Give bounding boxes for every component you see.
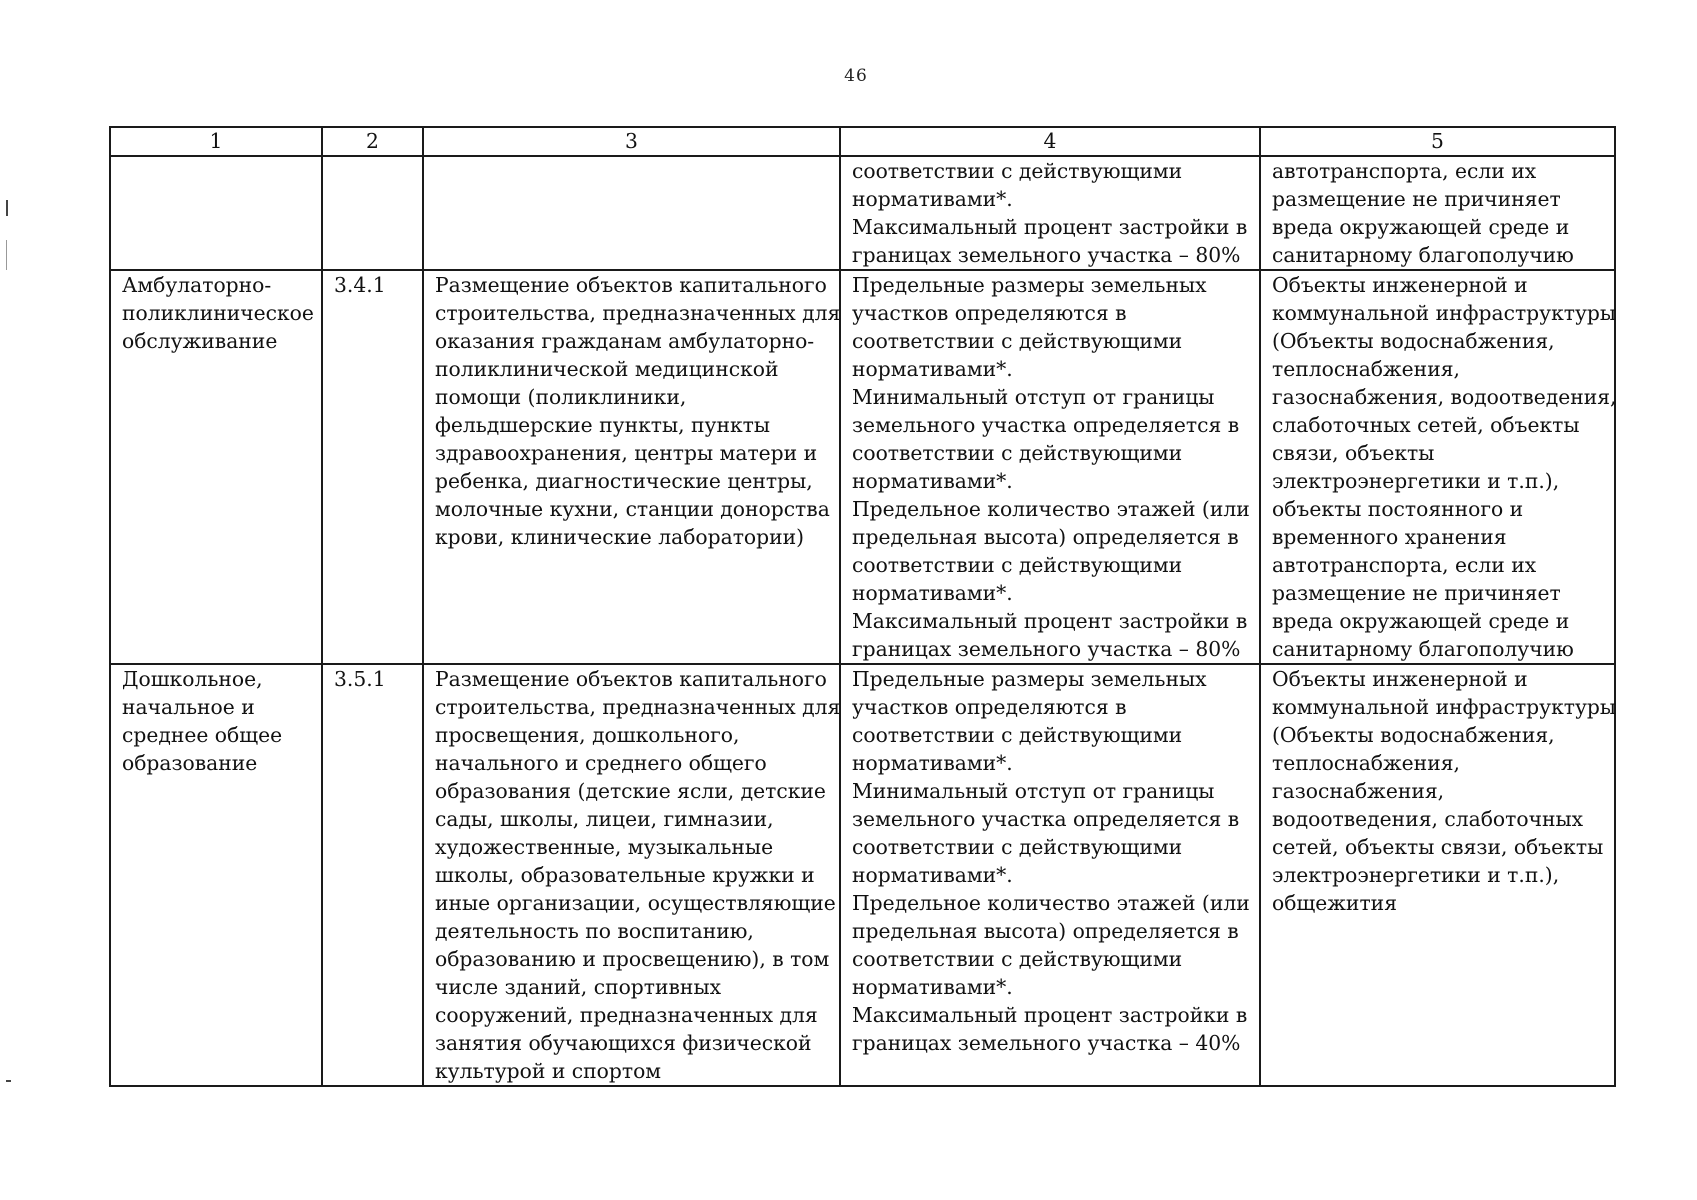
text-line: соответствии с действующими xyxy=(852,159,1183,183)
text-line: границах земельного участка – 40% xyxy=(852,1031,1241,1055)
auxiliary-uses-cell xyxy=(1260,156,1615,270)
text-line: Максимальный процент застройки в xyxy=(852,215,1248,239)
text-line: Объекты инженерной и xyxy=(1272,667,1528,691)
text-line: нормативами*. xyxy=(852,581,1013,605)
text-line: водоотведения, слаботочных xyxy=(1272,807,1584,831)
text-line: соответствии с действующими xyxy=(852,441,1183,465)
text-line: нормативами*. xyxy=(852,751,1013,775)
text-line: 3.4.1 xyxy=(334,273,386,297)
column-header: 3 xyxy=(423,127,840,156)
text-line: занятия обучающихся физической xyxy=(435,1031,812,1055)
text-line: нормативами*. xyxy=(852,187,1013,211)
table-row-continuation xyxy=(110,156,1615,270)
text-line: границах земельного участка – 80% xyxy=(852,243,1241,267)
text-line: культурой и спортом xyxy=(435,1059,662,1083)
text-line: нормативами*. xyxy=(852,469,1013,493)
text-line: среднее общее xyxy=(122,723,283,747)
text-line: Минимальный отступ от границы xyxy=(852,385,1215,409)
text-line: начального и среднего общего xyxy=(435,751,767,775)
scan-margin-mark xyxy=(6,200,8,216)
text-line: нормативами*. xyxy=(852,863,1013,887)
text-line: границах земельного участка – 80% xyxy=(852,637,1241,661)
text-line: санитарному благополучию xyxy=(1272,637,1574,661)
text-line: предельная высота) определяется в xyxy=(852,919,1239,943)
text-line: сетей, объекты связи, объекты xyxy=(1272,835,1604,859)
text-line: помощи (поликлиники, xyxy=(435,385,687,409)
table-row-ambulatory-care xyxy=(110,270,1615,664)
text-line: строительства, предназначенных для xyxy=(435,695,841,719)
parameters-cell xyxy=(840,270,1260,664)
use-description-cell xyxy=(423,664,840,1086)
scan-margin-mark xyxy=(6,240,7,270)
text-line: вреда окружающей среде и xyxy=(1272,609,1570,633)
text-line: Дошкольное, xyxy=(122,667,263,691)
text-line: предельная высота) определяется в xyxy=(852,525,1239,549)
text-line: ребенка, диагностические центры, xyxy=(435,469,813,493)
text-line: обслуживание xyxy=(122,329,278,353)
text-line: поликлинической медицинской xyxy=(435,357,779,381)
text-line: Объекты инженерной и xyxy=(1272,273,1528,297)
column-header: 4 xyxy=(840,127,1260,156)
text-line: иные организации, осуществляющие xyxy=(435,891,836,915)
text-line: молочные кухни, станции донорства xyxy=(435,497,830,521)
text-line: поликлиническое xyxy=(122,301,314,325)
text-line: электроэнергетики и т.п.), xyxy=(1272,469,1560,493)
text-line: нормативами*. xyxy=(852,975,1013,999)
text-line: Предельное количество этажей (или xyxy=(852,497,1250,521)
text-line: Максимальный процент застройки в xyxy=(852,1003,1248,1027)
use-code-cell xyxy=(322,156,423,270)
text-line: вреда окружающей среде и xyxy=(1272,215,1570,239)
text-line: связи, объекты xyxy=(1272,441,1435,465)
text-line: общежития xyxy=(1272,891,1397,915)
land-use-type-cell xyxy=(110,664,322,1086)
text-line: теплоснабжения, xyxy=(1272,751,1460,775)
text-line: участков определяются в xyxy=(852,301,1127,325)
text-line: оказания гражданам амбулаторно- xyxy=(435,329,815,353)
text-line: Предельные размеры земельных xyxy=(852,667,1207,691)
text-line: Предельное количество этажей (или xyxy=(852,891,1250,915)
text-line: 3.5.1 xyxy=(334,667,386,691)
text-line: соответствии с действующими xyxy=(852,835,1183,859)
text-line: школы, образовательные кружки и xyxy=(435,863,815,887)
use-description-cell xyxy=(423,156,840,270)
text-line: образования (детские ясли, детские xyxy=(435,779,826,803)
text-line: коммунальной инфраструктуры xyxy=(1272,695,1617,719)
text-line: (Объекты водоснабжения, xyxy=(1272,329,1555,353)
auxiliary-uses-cell xyxy=(1260,270,1615,664)
text-line: объекты постоянного и xyxy=(1272,497,1524,521)
text-line: сады, школы, лицеи, гимназии, xyxy=(435,807,774,831)
text-line: электроэнергетики и т.п.), xyxy=(1272,863,1560,887)
text-line: размещение не причиняет xyxy=(1272,581,1561,605)
text-line: слаботочных сетей, объекты xyxy=(1272,413,1580,437)
text-line: крови, клинические лаборатории) xyxy=(435,525,805,549)
column-header: 2 xyxy=(322,127,423,156)
text-line: нормативами*. xyxy=(852,357,1013,381)
use-code-cell xyxy=(322,270,423,664)
table-row-school-education xyxy=(110,664,1615,1086)
text-line: (Объекты водоснабжения, xyxy=(1272,723,1555,747)
text-line: соответствии с действующими xyxy=(852,329,1183,353)
text-line: строительства, предназначенных для xyxy=(435,301,841,325)
text-line: соответствии с действующими xyxy=(852,553,1183,577)
text-line: Размещение объектов капитального xyxy=(435,667,827,691)
text-line: коммунальной инфраструктуры xyxy=(1272,301,1617,325)
text-line: Предельные размеры земельных xyxy=(852,273,1207,297)
text-line: деятельность по воспитанию, xyxy=(435,919,754,943)
text-line: автотранспорта, если их xyxy=(1272,553,1537,577)
auxiliary-uses-cell xyxy=(1260,664,1615,1086)
column-header: 1 xyxy=(110,127,322,156)
text-line: образованию и просвещению), в том xyxy=(435,947,830,971)
parameters-cell xyxy=(840,156,1260,270)
use-code-cell xyxy=(322,664,423,1086)
text-line: автотранспорта, если их xyxy=(1272,159,1537,183)
text-line: размещение не причиняет xyxy=(1272,187,1561,211)
zoning-regulations-table xyxy=(109,126,1616,1087)
text-line: соответствии с действующими xyxy=(852,723,1183,747)
scan-margin-mark xyxy=(6,1080,11,1082)
text-line: участков определяются в xyxy=(852,695,1127,719)
text-line: просвещения, дошкольного, xyxy=(435,723,740,747)
column-header: 5 xyxy=(1260,127,1615,156)
text-line: земельного участка определяется в xyxy=(852,413,1240,437)
use-description-cell xyxy=(423,270,840,664)
text-line: образование xyxy=(122,751,258,775)
text-line: газоснабжения, водоотведения, xyxy=(1272,385,1617,409)
text-line: теплоснабжения, xyxy=(1272,357,1460,381)
parameters-cell xyxy=(840,664,1260,1086)
page-number: 46 xyxy=(844,66,868,86)
text-line: Амбулаторно- xyxy=(122,273,272,297)
text-line: Максимальный процент застройки в xyxy=(852,609,1248,633)
text-line: фельдшерские пункты, пункты xyxy=(435,413,771,437)
text-line: санитарному благополучию xyxy=(1272,243,1574,267)
table-header-row xyxy=(110,127,1615,156)
text-line: художественные, музыкальные xyxy=(435,835,774,859)
text-line: Минимальный отступ от границы xyxy=(852,779,1215,803)
text-line: здравоохранения, центры матери и xyxy=(435,441,818,465)
text-line: сооружений, предназначенных для xyxy=(435,1003,818,1027)
text-line: соответствии с действующими xyxy=(852,947,1183,971)
land-use-type-cell xyxy=(110,156,322,270)
text-line: начальное и xyxy=(122,695,255,719)
text-line: Размещение объектов капитального xyxy=(435,273,827,297)
land-use-type-cell xyxy=(110,270,322,664)
text-line: временного хранения xyxy=(1272,525,1507,549)
text-line: числе зданий, спортивных xyxy=(435,975,722,999)
text-line: земельного участка определяется в xyxy=(852,807,1240,831)
text-line: газоснабжения, xyxy=(1272,779,1445,803)
